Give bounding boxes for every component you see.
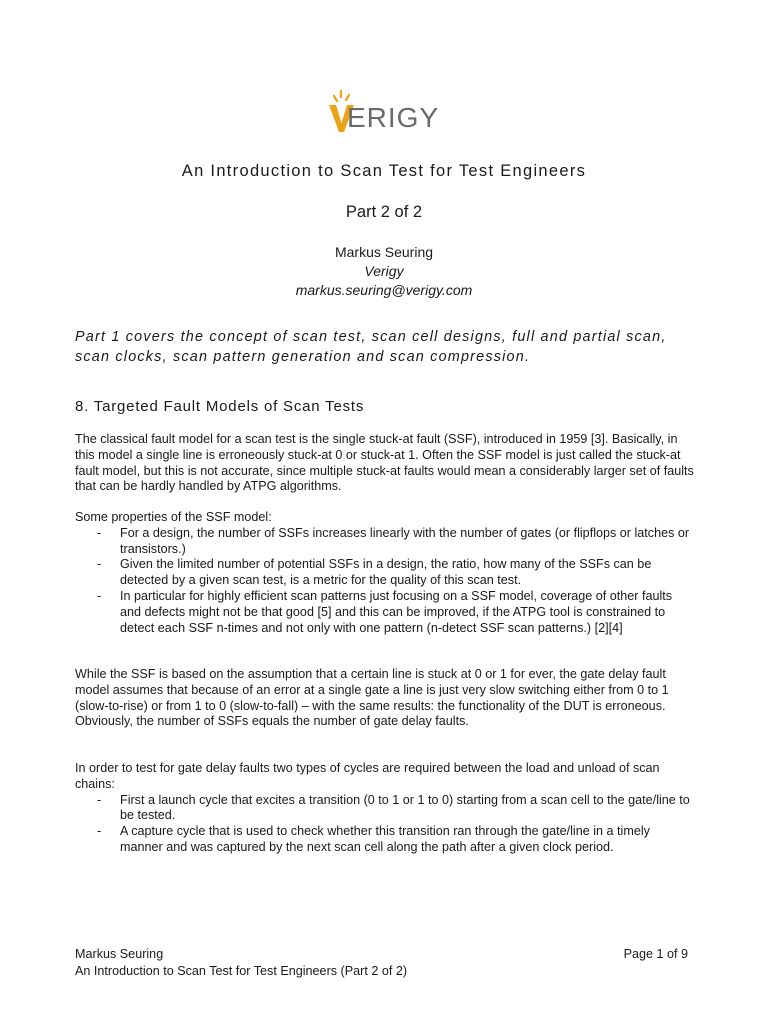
list-item-text: In particular for highly efficient scan patterns just focusing on a SSF model, coverage of other faults and defects might not be that good [5] and this can be improved, if the ATPG tool is constrained to detect each SSF n-times and not only with one pattern (n-detect SSF scan patterns.) [2][4] bbox=[120, 588, 673, 635]
dash-bullet: - bbox=[97, 824, 102, 839]
dash-bullet: - bbox=[97, 525, 102, 540]
list-item bbox=[75, 824, 695, 856]
footer-doc-title: An Introduction to Scan Test for Test Engineers (Part 2 of 2) bbox=[75, 964, 408, 978]
list-item bbox=[75, 589, 695, 636]
author-name: Markus Seuring bbox=[334, 244, 434, 260]
page-number: Page 1 of 9 bbox=[623, 947, 688, 961]
dash-bullet: - bbox=[97, 588, 102, 603]
list-item-text: For a design, the number of SSFs increases linearly with the number of gates (or flipflops or latches or transistors.) bbox=[120, 525, 690, 556]
list-item bbox=[75, 557, 695, 589]
list-item-text: Given the limited number of potential SSFs in a design, the ratio, how many of the SSFs can be detected by a given scan test, is a metric for the quality of this scan test. bbox=[120, 557, 652, 588]
gate-delay-cycles-block bbox=[75, 761, 695, 856]
paragraph-text: The classical fault model for a scan test is the single stuck-at fault (SSF), introduced in 1959 [3]. Basically, in this model a single line is erroneously stuck-at 0 or stuck-at 1. Often the SSF model is just called the stuck-at fault model, but this is not accurate, since multiple stuck-at faults would mean a considerably larger set of faults that can be hardly handled by ATPG algorithms. bbox=[75, 432, 694, 494]
paragraph-text: While the SSF is based on the assumption that a certain line is stuck at 0 or 1 for ever, the gate delay fault model assumes that because of an error at a single gate a line is just very slow switching either from 0 to 1 (slow-to-rise) or from 1 to 0 (slow-to-fall) – with the same results: the functionality of the DUT is erroneous. Obviously, the number of SSFs equals the number of gate delay faults. bbox=[75, 667, 669, 729]
dash-bullet: - bbox=[97, 557, 102, 572]
document-title: An Introduction to Scan Test for Test Engineers bbox=[181, 162, 587, 180]
list-item-text: A capture cycle that is used to check whether this transition ran through the gate/line in a timely manner and was captured by the next scan cell along the path after a given clock period. bbox=[120, 824, 650, 854]
footer-author: Markus Seuring bbox=[75, 947, 164, 961]
list-intro: Some properties of the SSF model: bbox=[75, 510, 272, 524]
list-intro: In order to test for gate delay faults two types of cycles are required between the load and unload of scan chains: bbox=[75, 761, 660, 791]
page-footer-left bbox=[75, 946, 407, 980]
ssf-properties-list bbox=[75, 526, 695, 637]
dash-bullet: - bbox=[97, 792, 102, 807]
verigy-logo bbox=[324, 88, 444, 144]
author-affiliation: Verigy bbox=[364, 263, 404, 279]
list-item-text: First a launch cycle that excites a transition (0 to 1 or 1 to 0) starting from a scan cell to the gate/line to be tested. bbox=[120, 792, 690, 823]
paragraph-gate-delay bbox=[75, 667, 695, 730]
logo-wordmark: ERIGY bbox=[347, 102, 440, 133]
author-email: markus.seuring@verigy.com bbox=[295, 282, 473, 298]
abstract: Part 1 covers the concept of scan test, scan cell designs, full and partial scan, scan clocks, scan pattern generation and scan compression. bbox=[75, 329, 667, 365]
list-item bbox=[75, 526, 695, 558]
cycle-types-list bbox=[75, 793, 695, 856]
ssf-properties-block bbox=[75, 510, 695, 636]
paragraph-ssf-intro bbox=[75, 432, 695, 495]
part-label: Part 2 of 2 bbox=[345, 203, 423, 221]
list-item bbox=[75, 793, 695, 825]
section-heading: 8. Targeted Fault Models of Scan Tests bbox=[75, 398, 365, 415]
